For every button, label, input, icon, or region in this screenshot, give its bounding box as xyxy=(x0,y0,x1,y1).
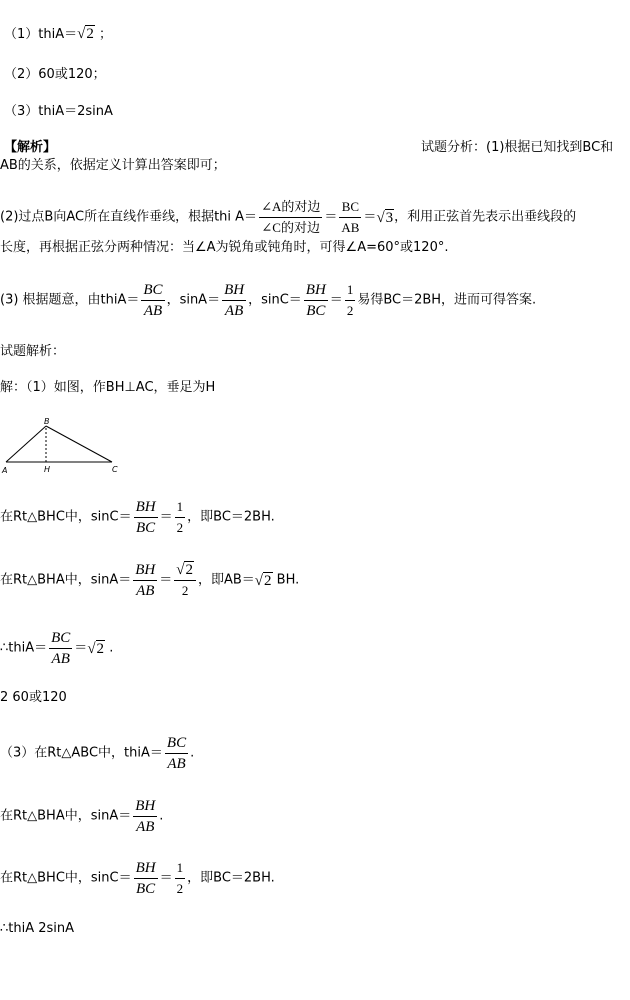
solution-step3: （3）在Rt△ABC中，thiA＝ $\frac{BC}{AB}$ . xyxy=(0,735,195,772)
analysis-part2: (2)过点B向AC所在直线作垂线，根据thi A＝ $\frac{\text{∠A的对边}}{\text{∠C的对边}}$ ＝ $\frac{BC}{AB}$ ＝√3，利用正弦首先表示出垂线段的 xyxy=(0,199,577,235)
answer-1-text: （1）thiA＝ xyxy=(4,27,78,42)
sqrt-2-answer: √2 xyxy=(77,26,94,42)
label-b: B xyxy=(44,417,50,426)
fraction-sides: $\frac{\text{∠A的对边}}{\text{∠C的对边}}$ xyxy=(261,199,321,235)
label-c: C xyxy=(112,465,118,474)
label-h: H xyxy=(44,465,51,474)
solution-step1: 解：（1）如图，作BH⊥AC，垂足为H xyxy=(0,380,216,395)
fraction-bc-ab: $\frac{BC}{AB}$ xyxy=(341,199,360,235)
solution-step2: 2 60或120 xyxy=(0,690,67,705)
analysis-part3: (3) 根据题意，由thiA＝ $\frac{BC}{AB}$ ，sinA＝ $\frac{BH}{AB}$ ，sinC＝ $\frac{BH}{BC}$ ＝ $\frac{1}{2}$ 易得BC＝2BH，进而可得答案. xyxy=(0,282,537,319)
sqrt-3: √3 xyxy=(376,210,394,226)
side-ab xyxy=(6,426,46,462)
analysis-part2-line2: 长度，再根据正弦分两种情况：当∠A为锐角或钝角时，可得∠A=60°或120°. xyxy=(0,240,449,255)
triangle-diagram xyxy=(0,416,130,476)
side-bc xyxy=(46,426,112,462)
label-a: A xyxy=(2,466,8,475)
solution-step3-bhc: 在Rt△BHC中，sinC＝ $\frac{BH}{BC}$ ＝ $\frac{1}{2}$ ，即BC＝2BH. xyxy=(0,860,275,897)
analysis-intro-cont: AB的关系，依据定义计算出答案即可； xyxy=(0,158,226,173)
analysis-intro: 试题分析：(1)根据已知找到BC和 xyxy=(421,140,614,155)
analysis-heading: 【解析】 xyxy=(4,140,57,155)
answer-3: （3）thiA＝2sinA xyxy=(4,104,113,119)
solution-line-thia: ∴thiA＝ $\frac{BC}{AB}$ ＝√2 . xyxy=(0,630,114,667)
solution-line-bha: 在Rt△BHA中，sinA＝ $\frac{BH}{AB}$ ＝ $\frac{√2}{2}$ ，即AB＝√2 BH. xyxy=(0,562,300,599)
solution-line-bhc: 在Rt△BHC中，sinC＝ $\frac{BH}{BC}$ ＝ $\frac{1}{2}$ ，即BC＝2BH. xyxy=(0,499,275,536)
solution-conclusion: ∴thiA 2sinA xyxy=(0,921,75,936)
solution-heading: 试题解析： xyxy=(0,344,66,359)
solution-step3-bha: 在Rt△BHA中，sinA＝ $\frac{BH}{AB}$ . xyxy=(0,798,164,835)
answer-1: （1）thiA＝√2 ； xyxy=(4,26,113,42)
answer-2: （2）60或120； xyxy=(4,67,106,82)
